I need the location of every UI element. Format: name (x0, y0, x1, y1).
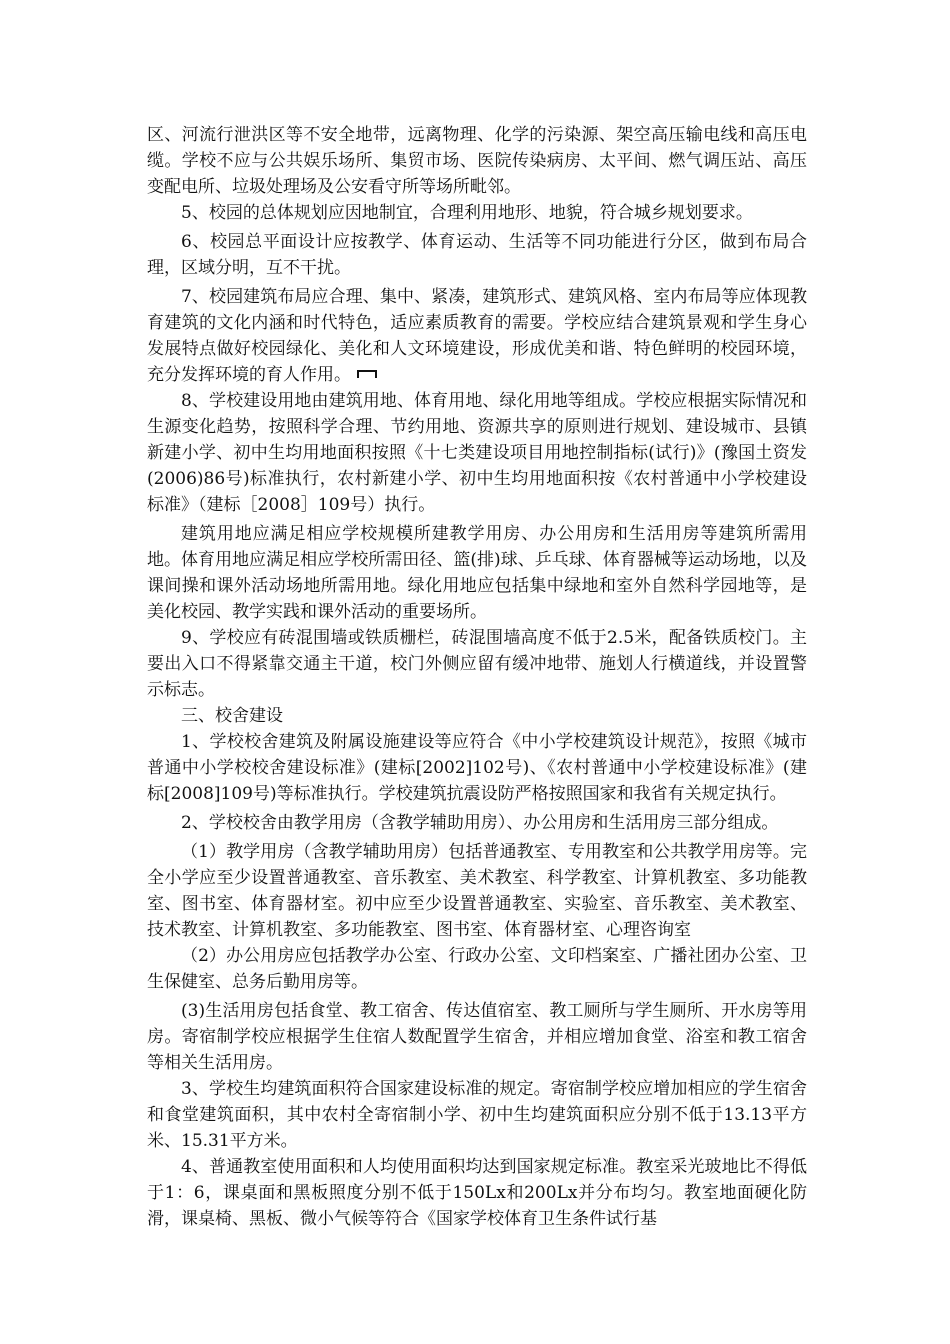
paragraph-site-safety: 区、河流行泄洪区等不安全地带，远离物理、化学的污染源、架空高压输电线和高压电缆。学校不应与公共娱乐场所、集贸市场、医院传染病房、太平间、燃气调压站、高压变配电所、垃圾处理场及公安看守所等场所毗邻。 (147, 125, 807, 197)
paragraph-item-5: 5、校园的总体规划应因地制宜，合理利用地形、地貌，符合城乡规划要求。 (181, 203, 753, 223)
bracket-mark-icon (357, 370, 377, 378)
paragraph-building-item-1: 1、学校校舍建筑及附属设施建设等应符合《中小学校建筑设计规范》，按照《城市普通中小学校校舍建设标准》(建标[2002]102号)、《农村普通中小学校建设标准》(建标[2008]109号)等标准执行。学校建筑抗震设防严格按照国家和我省有关规定执行。 (147, 732, 807, 804)
paragraph-item-9: 9、学校应有砖混围墙或铁质栅栏，砖混围墙高度不低于2.5米，配备铁质校门。主要出入口不得紧靠交通主干道，校门外侧应留有缓冲地带、施划人行横道线，并设置警示标志。 (147, 628, 807, 700)
paragraph-office-rooms: （2）办公用房应包括教学办公室、行政办公室、文印档案室、广播社团办公室、卫生保健室、总务后勤用房等。 (147, 946, 807, 992)
paragraph-building-item-2: 2、学校校舍由教学用房（含教学辅助用房）、办公用房和生活用房三部分组成。 (181, 813, 779, 833)
paragraph-building-land: 建筑用地应满足相应学校规模所建教学用房、办公用房和生活用房等建筑所需用地。体育用地应满足相应学校所需田径、篮(排)球、乒乓球、体育器械等运动场地，以及课间操和课外活动场地所需用地。绿化用地应包括集中绿地和室外自然科学园地等，是美化校园、教学实践和课外活动的重要场所。 (147, 524, 807, 622)
paragraph-item-7 (147, 284, 807, 388)
section-heading-school-buildings: 三、校舍建设 (181, 706, 283, 726)
paragraph-building-item-3: 3、学校生均建筑面积符合国家建设标准的规定。寄宿制学校应增加相应的学生宿舍和食堂建筑面积，其中农村全寄宿制小学、初中生均建筑面积应分别不低于13.13平方米、15.31平方米。 (147, 1079, 807, 1151)
paragraph-living-rooms: (3)生活用房包括食堂、教工宿舍、传达值宿室、教工厕所与学生厕所、开水房等用房。寄宿制学校应根据学生住宿人数配置学生宿舍，并相应增加食堂、浴室和教工宿舍等相关生活用房。 (147, 1001, 807, 1073)
paragraph-teaching-rooms: （1）教学用房（含教学辅助用房）包括普通教室、专用教室和公共教学用房等。完全小学应至少设置普通教室、音乐教室、美术教室、科学教室、计算机教室、多功能教室、图书室、体育器材室。初中应至少设置普通教室、实验室、音乐教室、美术教室、技术教室、计算机教室、多功能教室、图书室、体育器材室、心理咨询室 (147, 842, 807, 940)
paragraph-item-8: 8、学校建设用地由建筑用地、体育用地、绿化用地等组成。学校应根据实际情况和生源变化趋势，按照科学合理、节约用地、资源共享的原则进行规划、建设城市、县镇新建小学、初中生均用地面积按照《十七类建设项目用地控制指标(试行)》(豫国土资发(2006)86号)标准执行，农村新建小学、初中生均用地面积按《农村普通中小学校建设标准》（建标［2008］109号）执行。 (147, 391, 807, 515)
paragraph-building-item-4: 4、普通教室使用面积和人均使用面积均达到国家规定标准。教室采光玻地比不得低于1：6，课桌面和黑板照度分别不低于150Lx和200Lx并分布均匀。教室地面硬化防滑，课桌椅、黑板、微小气候等符合《国家学校体育卫生条件试行基 (147, 1157, 807, 1229)
document-page (147, 122, 807, 1232)
paragraph-item-6: 6、校园总平面设计应按教学、体育运动、生活等不同功能进行分区，做到布局合理，区域分明，互不干扰。 (147, 232, 807, 278)
paragraph-item-7-text: 7、校园建筑布局应合理、集中、紧凑，建筑形式、建筑风格、室内布局等应体现教育建筑的文化内涵和时代特色，适应素质教育的需要。学校应结合建筑景观和学生身心发展特点做好校园绿化、美化和人文环境建设，形成优美和谐、特色鲜明的校园环境，充分发挥环境的育人作用。 (147, 287, 807, 385)
